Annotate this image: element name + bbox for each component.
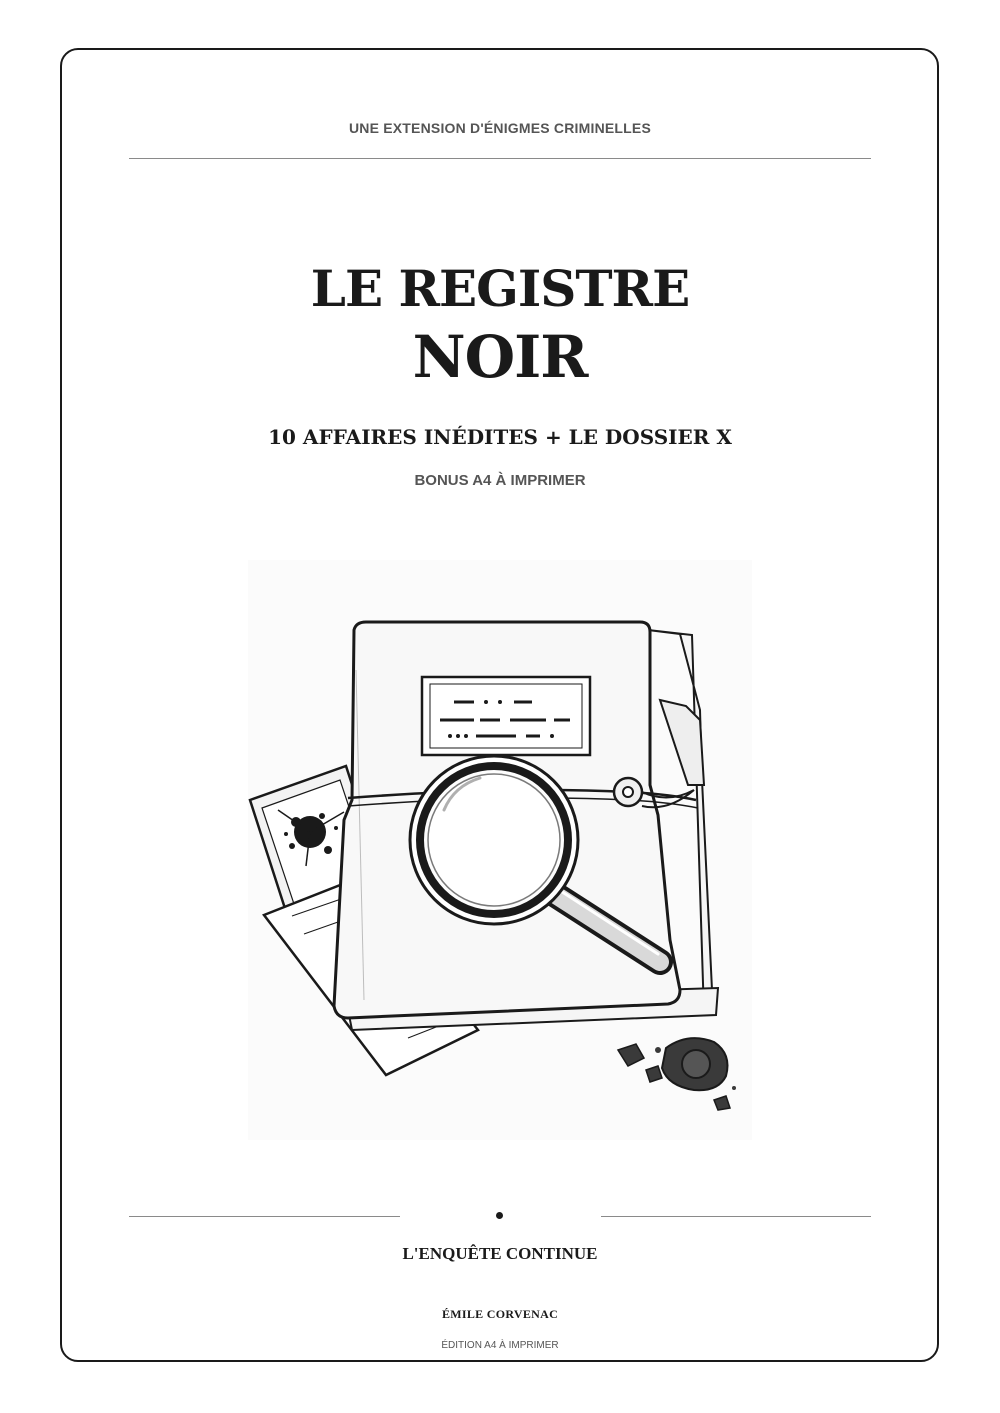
bonus-label: BONUS A4 À IMPRIMER [414, 472, 586, 489]
divider-dot [496, 1212, 503, 1219]
wax-seal-icon [618, 1038, 736, 1110]
title-line-2: NOIR [412, 323, 588, 391]
bottom-divider-right [601, 1216, 871, 1217]
case-file-illustration [248, 560, 752, 1140]
edition-label: ÉDITION A4 À IMPRIMER [441, 1340, 559, 1351]
top-divider [129, 158, 871, 159]
cover-illustration [248, 560, 752, 1140]
author-name: ÉMILE CORVENAC [441, 1307, 559, 1321]
series-label: UNE EXTENSION D'ÉNIGMES CRIMINELLES [348, 120, 652, 136]
tagline: L'ENQUÊTE CONTINUE [402, 1244, 598, 1263]
subtitle: 10 AFFAIRES INÉDITES + LE DOSSIER X [268, 425, 732, 449]
title-line-1: LE REGISTRE [310, 259, 690, 318]
bottom-divider-left [129, 1216, 400, 1217]
